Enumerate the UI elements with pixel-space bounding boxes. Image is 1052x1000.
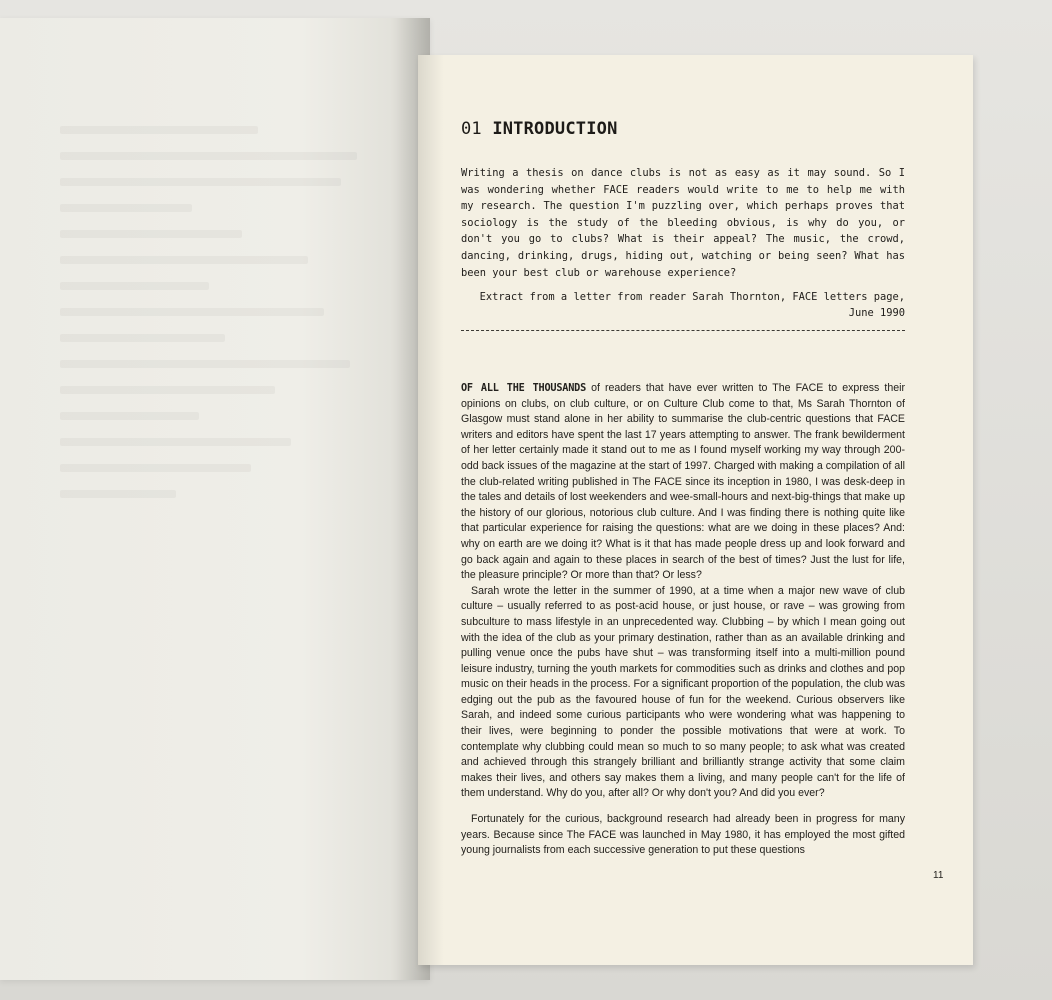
paragraph-2: Sarah wrote the letter in the summer of 1990, at a time when a major new wave of club culture – usually referred to as post-acid house, or just house, or rave – was growing from subculture to mass lifestyle in an unprecedented way. Clubbing – by which I mean going out with the idea of the club as your primary destination, rather than as an available drinking and pulling venue once the pubs have shut – was transforming itself into a multi-million pound leisure industry, turning the youth markets for commodities such as drinks and clothes and pop music on their heads in the process. For a significant proportion of the population, the club was edging out the pub as the favoured house of fun for the weekend. Curious observers like Sarah, and indeed some curious participants who were wondering what was happening to their lives, were beginning to ponder the possible motivations that were at work. To contemplate why clubbing could mean so much to so many people; to ask what was created and achieved through this strangely brilliant and brilliantly strange activity that some claim makes their lives, and others say makes them a living, and many people can't for the life of them understand. Why do you, after all? Or why don't you? And did you ever? [461,584,906,800]
body-text [461,381,905,859]
chapter-number: 01 [461,119,482,139]
lead-in: OF ALL THE THOUSANDS [461,383,587,394]
letter-attribution [461,289,905,321]
left-page [0,18,430,980]
chapter-title: INTRODUCTION [492,119,618,139]
show-through-text [60,108,390,516]
attribution-line-2: June 1990 [848,307,905,319]
page-number: 11 [933,870,944,881]
attribution-line-1: Extract from a letter from reader Sarah Thornton, FACE letters page, [479,291,905,303]
right-page [418,55,973,965]
chapter-heading [461,119,618,139]
paragraph-1 [461,381,905,584]
dashed-divider [461,330,905,331]
letter-extract: Writing a thesis on dance clubs is not as easy as it may sound. So I was wondering whether FACE readers would write to me to help me with my research. The question I'm puzzling over, which perhaps proves that sociology is the study of the bleeding obvious, is why do you, or don't you go to clubs? What is their appeal? The music, the crowd, dancing, drinking, drugs, hiding out, watching or being seen? What has been your best club or warehouse experience? [461,167,905,279]
paragraph-1-text: of readers that have ever written to The FACE to express their opinions on clubs, on club culture, or on Culture Club come to that, Ms Sarah Thornton of Glasgow must stand alone in her ability to summarise the club-centric questions that FACE writers and editors have spent the last 17 years attempting to answer. The frank bewilderment of her letter certainly made it stand out to me as I found myself working my way through 200-odd back issues of the magazine at the start of 1997. Charged with making a compilation of all the club-related writing published in The FACE since its inception in 1980, I was desk-deep in the tales and details of lost weekenders and wee-small-hours and next-big-things that make up the history of our glorious, notorious club culture. And I was finding there is nothing quite like that particular experience for raising the questions: what are we doing in these places? And: why on earth are we doing it? What is it that has made people dress up and look forward and go back again and again to these places in search of the best of times? Just the lust for life, the pleasure principle? Or more than that? Or less? [461,382,906,582]
paragraph-3: Fortunately for the curious, background research had already been in progress for many years. Because since The FACE was launched in May 1980, it has employed the most gifted young journalists from each successive generation to put these questions [461,813,905,857]
